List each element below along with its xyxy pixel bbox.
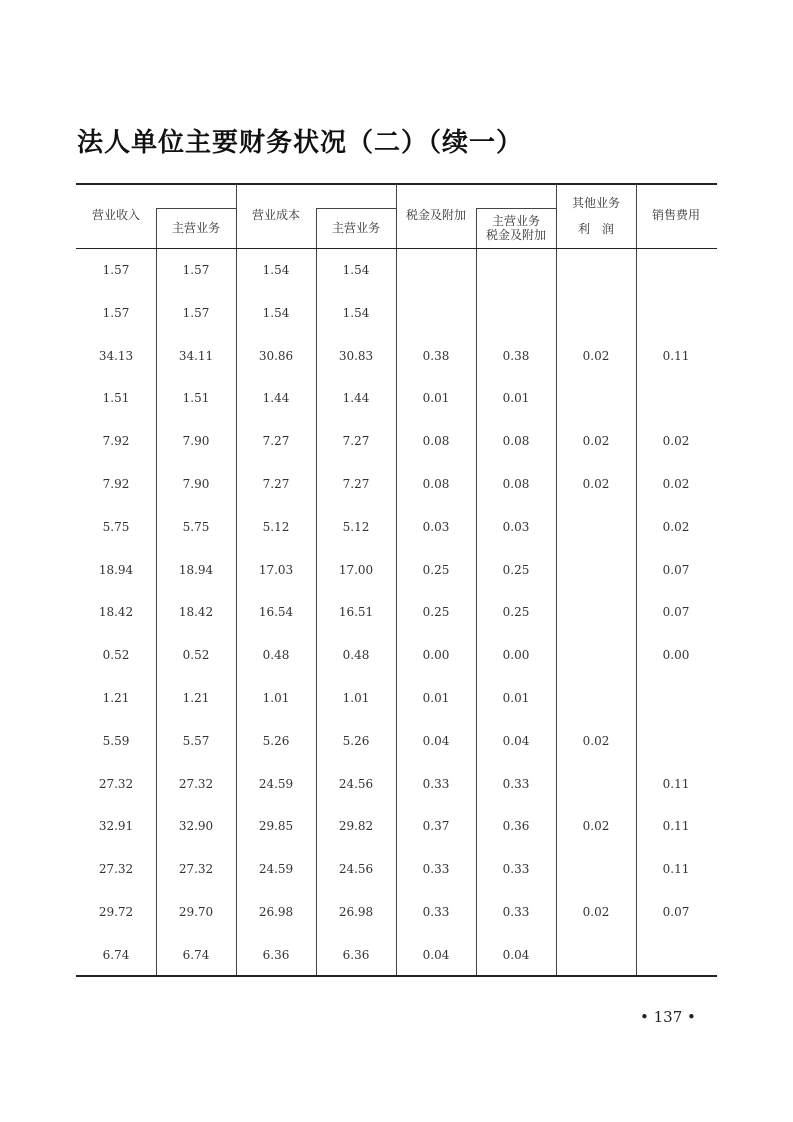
header-tax-main-line1: 主营业务 xyxy=(491,214,540,228)
table-cell: 7.92 xyxy=(102,477,130,491)
table-cell: 0.33 xyxy=(422,777,450,791)
table-cell: 1.54 xyxy=(262,263,290,277)
table-cell: 18.94 xyxy=(178,563,214,577)
page-title: 法人单位主要财务状况（二）（续一） xyxy=(77,128,524,158)
table-cell: 0.52 xyxy=(182,648,210,662)
table-cell: 16.54 xyxy=(258,605,294,619)
subheader-rule-revenue xyxy=(156,208,236,209)
table-cell: 5.59 xyxy=(102,734,130,748)
table-cell: 24.56 xyxy=(338,777,374,791)
table-cell: 0.07 xyxy=(662,605,690,619)
table-cell: 0.48 xyxy=(262,648,290,662)
table-cell: 1.01 xyxy=(262,691,290,705)
table-cell: 5.12 xyxy=(262,520,290,534)
table-cell: 0.33 xyxy=(422,862,450,876)
subheader-rule-tax xyxy=(476,208,556,209)
table-cell: 0.25 xyxy=(502,605,530,619)
table-cell: 0.08 xyxy=(502,434,530,448)
table-cell: 24.59 xyxy=(258,862,294,876)
table-cell: 0.25 xyxy=(502,563,530,577)
table-cell: 7.27 xyxy=(342,434,370,448)
table-cell: 0.01 xyxy=(422,691,450,705)
table-cell: 1.21 xyxy=(182,691,210,705)
table-cell: 0.25 xyxy=(422,563,450,577)
header-tax: 税金及附加 xyxy=(405,208,466,222)
table-cell: 18.94 xyxy=(98,563,134,577)
table-cell: 6.36 xyxy=(262,948,290,962)
header-revenue: 营业收入 xyxy=(91,208,140,222)
table-cell: 6.74 xyxy=(182,948,210,962)
table-cell: 0.33 xyxy=(502,862,530,876)
table-cell: 0.03 xyxy=(422,520,450,534)
table-cell: 7.90 xyxy=(182,477,210,491)
table-cell: 0.02 xyxy=(582,819,610,833)
table-cell: 1.21 xyxy=(102,691,130,705)
table-cell: 18.42 xyxy=(178,605,214,619)
table-cell: 1.57 xyxy=(102,263,130,277)
table-cell: 0.11 xyxy=(662,862,690,876)
table-cell: 1.54 xyxy=(342,306,370,320)
table-cell: 0.02 xyxy=(662,477,690,491)
table-cell: 0.48 xyxy=(342,648,370,662)
table-cell: 1.01 xyxy=(342,691,370,705)
header-cost: 营业成本 xyxy=(251,208,300,222)
table-cell: 0.11 xyxy=(662,349,690,363)
table-cell: 5.75 xyxy=(102,520,130,534)
table-cell: 29.70 xyxy=(178,905,214,919)
header-other-profit-line2: 利 润 xyxy=(577,222,614,236)
table-cell: 0.04 xyxy=(422,948,450,962)
table-cell: 0.04 xyxy=(502,948,530,962)
table-cell: 1.51 xyxy=(102,391,130,405)
table-cell: 17.03 xyxy=(258,563,294,577)
table-cell: 32.90 xyxy=(178,819,214,833)
table-cell: 0.33 xyxy=(422,905,450,919)
table-cell: 30.83 xyxy=(338,349,374,363)
table-cell: 30.86 xyxy=(258,349,294,363)
table-cell: 0.00 xyxy=(502,648,530,662)
col-divider xyxy=(556,184,557,248)
table-cell: 0.01 xyxy=(502,691,530,705)
table-cell: 0.08 xyxy=(422,434,450,448)
table-cell: 0.00 xyxy=(422,648,450,662)
table-cell: 27.32 xyxy=(178,777,214,791)
subheader-rule-cost xyxy=(316,208,396,209)
table-cell: 0.02 xyxy=(582,905,610,919)
header-sales-expense: 销售费用 xyxy=(651,208,700,222)
table-cell: 0.33 xyxy=(502,777,530,791)
table-cell: 5.26 xyxy=(342,734,370,748)
table-cell: 1.57 xyxy=(102,306,130,320)
table-cell: 0.08 xyxy=(422,477,450,491)
table-cell: 0.02 xyxy=(662,434,690,448)
table-cell: 0.38 xyxy=(422,349,450,363)
table-cell: 7.27 xyxy=(262,477,290,491)
header-revenue-main: 主营业务 xyxy=(171,221,220,235)
table-cell: 24.59 xyxy=(258,777,294,791)
table-cell: 5.26 xyxy=(262,734,290,748)
table-cell: 32.91 xyxy=(98,819,134,833)
table-cell: 24.56 xyxy=(338,862,374,876)
table-cell: 0.11 xyxy=(662,777,690,791)
table-cell: 0.03 xyxy=(502,520,530,534)
table-cell: 18.42 xyxy=(98,605,134,619)
table-cell: 0.37 xyxy=(422,819,450,833)
table-cell: 1.57 xyxy=(182,306,210,320)
table-cell: 6.36 xyxy=(342,948,370,962)
table-cell: 6.74 xyxy=(102,948,130,962)
table-cell: 0.08 xyxy=(502,477,530,491)
table-cell: 1.44 xyxy=(262,391,290,405)
table-cell: 7.27 xyxy=(342,477,370,491)
table-cell: 5.57 xyxy=(182,734,210,748)
table-cell: 27.32 xyxy=(98,777,134,791)
header-other-profit-line1: 其他业务 xyxy=(571,196,620,210)
table-cell: 0.04 xyxy=(502,734,530,748)
table-cell: 0.04 xyxy=(422,734,450,748)
table-cell: 27.32 xyxy=(98,862,134,876)
table-cell: 7.27 xyxy=(262,434,290,448)
table-cell: 16.51 xyxy=(338,605,374,619)
table-cell: 7.90 xyxy=(182,434,210,448)
table-cell: 1.54 xyxy=(262,306,290,320)
table-cell: 0.00 xyxy=(662,648,690,662)
table-cell: 26.98 xyxy=(338,905,374,919)
table-cell: 0.02 xyxy=(662,520,690,534)
table-cell: 0.02 xyxy=(582,434,610,448)
table-cell: 0.38 xyxy=(502,349,530,363)
table-cell: 5.12 xyxy=(342,520,370,534)
table-cell: 5.75 xyxy=(182,520,210,534)
table-cell: 0.52 xyxy=(102,648,130,662)
table-cell: 0.07 xyxy=(662,563,690,577)
table-cell: 17.00 xyxy=(338,563,374,577)
table-cell: 0.11 xyxy=(662,819,690,833)
table-cell: 1.44 xyxy=(342,391,370,405)
table-cell: 29.82 xyxy=(338,819,374,833)
table-cell: 1.54 xyxy=(342,263,370,277)
table-cell: 0.01 xyxy=(502,391,530,405)
table-cell: 0.33 xyxy=(502,905,530,919)
table-cell: 0.36 xyxy=(502,819,530,833)
table-cell: 29.85 xyxy=(258,819,294,833)
table-cell: 26.98 xyxy=(258,905,294,919)
header-tax-main-line2: 税金及附加 xyxy=(485,228,546,242)
table-bottom-rule xyxy=(76,975,717,977)
table-cell: 0.02 xyxy=(582,477,610,491)
table-cell: 1.57 xyxy=(182,263,210,277)
header-cost-main: 主营业务 xyxy=(331,221,380,235)
table-cell: 27.32 xyxy=(178,862,214,876)
table-cell: 0.25 xyxy=(422,605,450,619)
table-cell: 0.01 xyxy=(422,391,450,405)
table-cell: 0.02 xyxy=(582,734,610,748)
table-cell: 0.02 xyxy=(582,349,610,363)
table-cell: 1.51 xyxy=(182,391,210,405)
table-cell: 7.92 xyxy=(102,434,130,448)
table-cell: 0.07 xyxy=(662,905,690,919)
page-number: • 137 • xyxy=(640,1008,696,1026)
table-cell: 34.13 xyxy=(98,349,134,363)
table-cell: 34.11 xyxy=(178,349,214,363)
table-cell: 29.72 xyxy=(98,905,134,919)
